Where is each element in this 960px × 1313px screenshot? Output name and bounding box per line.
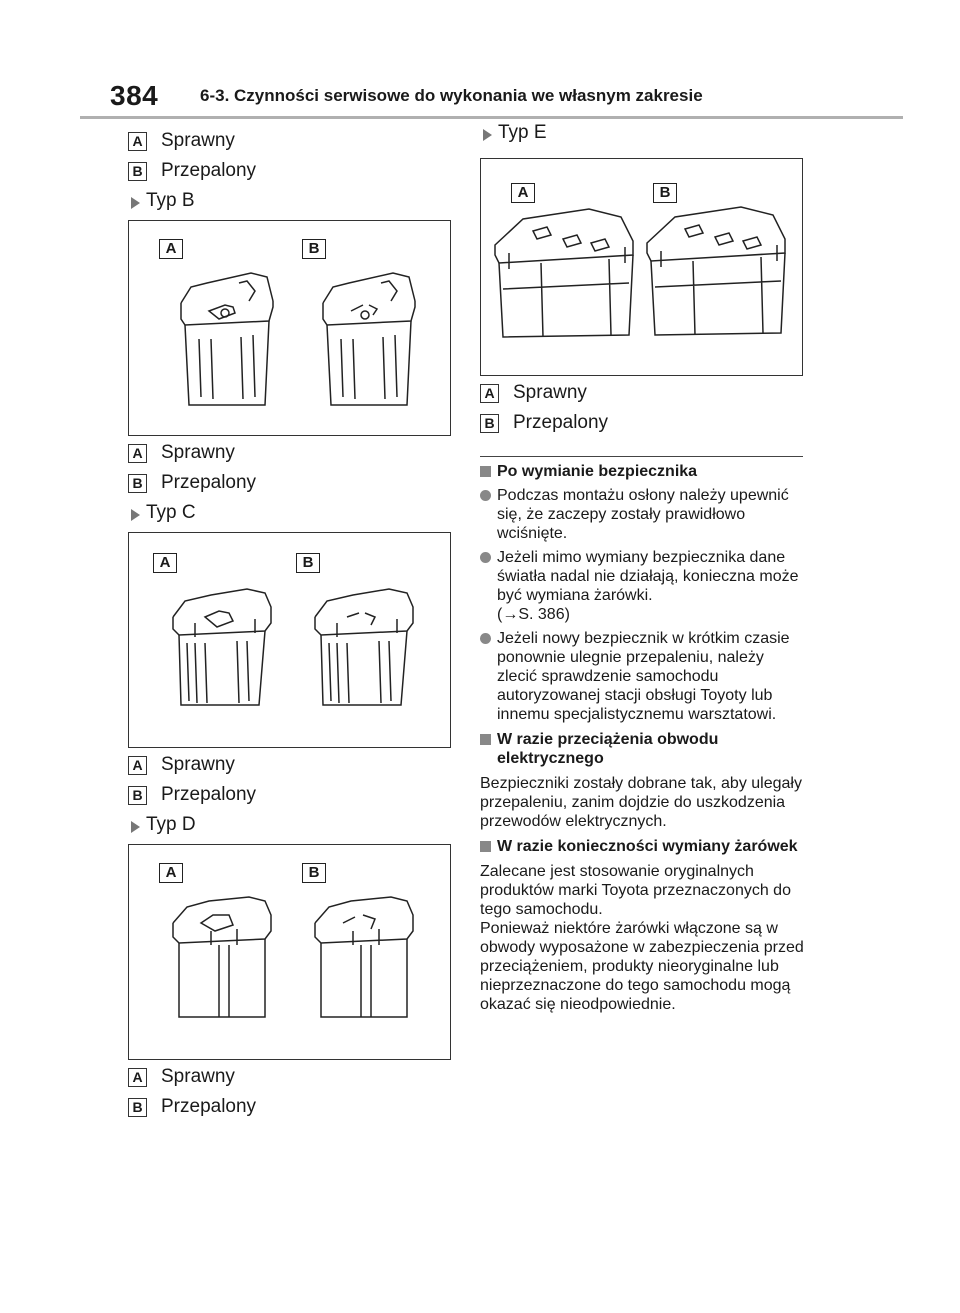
badge-b: B	[128, 162, 147, 181]
triangle-icon	[131, 821, 140, 833]
circle-bullet-icon	[480, 633, 491, 644]
page-number: 384	[110, 80, 159, 111]
bulb-text-1: Zalecane jest stosowanie oryginalnych produktów marki Toyota przeznaczonych do tego samochodu.	[480, 863, 791, 918]
fuse-type-d-illustration	[129, 845, 450, 1059]
legend-good-text: Sprawny	[161, 130, 235, 151]
legend-blown-text: Przepalony	[161, 1096, 257, 1117]
fuse-type-e-illustration	[481, 159, 802, 375]
section-overload-title: W razie przeciążenia obwodu elektrycznego	[480, 730, 805, 768]
square-bullet-icon	[480, 734, 491, 745]
figure-type-b	[128, 220, 451, 436]
badge-a: A	[128, 444, 147, 463]
triangle-icon	[131, 197, 140, 209]
legend-good-text: Sprawny	[161, 1066, 235, 1087]
badge-a: A	[128, 756, 147, 775]
figure-badge-a: A	[159, 863, 183, 883]
figure-badge-b: B	[653, 183, 677, 203]
badge-a: A	[128, 1068, 147, 1087]
type-e-label: Typ E	[498, 122, 547, 143]
figure-type-c	[128, 532, 451, 748]
legend-blown	[128, 158, 451, 188]
page-header	[110, 80, 910, 116]
figure-badge-b: B	[302, 863, 326, 883]
circle-bullet-icon	[480, 490, 491, 501]
square-bullet-icon	[480, 466, 491, 477]
bullet-item: Jeżeli mimo wymiany bezpiecznika dane światła nadal nie działają, konieczna może być wymiana żarówki. (→S. 386)	[480, 548, 805, 624]
type-c-label: Typ C	[146, 502, 196, 523]
legend-good-text: Sprawny	[161, 754, 235, 775]
legend-good-text: Sprawny	[161, 442, 235, 463]
badge-a: A	[480, 384, 499, 403]
figure-badge-a: A	[153, 553, 177, 573]
section-after-replacement-title: Po wymianie bezpiecznika	[480, 462, 805, 481]
bulb-text-2: Ponieważ niektóre żarówki włączone są w obwody wyposażone w zabezpieczenia przed przeciążeniem, produkty nieoryginalne lub nieprzeznaczone do tego samochodu mogą okazać się nieodpowiednie.	[480, 920, 804, 1013]
badge-b: B	[128, 786, 147, 805]
badge-b: B	[480, 414, 499, 433]
section-divider	[480, 456, 803, 457]
chapter-title: 6-3. Czynności serwisowe do wykonania we własnym zakresie	[200, 86, 703, 105]
legend-good	[128, 1064, 451, 1094]
circle-bullet-icon	[480, 552, 491, 563]
legend-good	[128, 440, 451, 470]
bullet-item: Jeżeli nowy bezpiecznik w krótkim czasie ponownie ulegnie przepaleniu, należy zlecić sprawdzenie samochodu autoryzowanej stacji obsługi Toyoty lub innemu specjalistycznemu warsztatowi.	[480, 629, 805, 724]
figure-badge-a: A	[159, 239, 183, 259]
right-column-text	[480, 462, 805, 1014]
bullet-item: Podczas montażu osłony należy upewnić się, że zaczepy zostały prawidłowo wciśnięte.	[480, 486, 805, 543]
badge-a: A	[128, 132, 147, 151]
left-column	[128, 128, 451, 1124]
legend-blown	[128, 782, 451, 812]
legend-blown	[128, 470, 451, 500]
type-b-label: Typ B	[146, 190, 195, 211]
legend-good	[480, 380, 803, 410]
fuse-type-b-illustration	[129, 221, 450, 435]
right-column-top	[480, 120, 803, 440]
legend-blown-text: Przepalony	[161, 160, 257, 181]
figure-type-d	[128, 844, 451, 1060]
figure-badge-b: B	[302, 239, 326, 259]
type-d-label: Typ D	[146, 814, 196, 835]
figure-badge-b: B	[296, 553, 320, 573]
type-b-heading	[128, 188, 451, 218]
triangle-icon	[131, 509, 140, 521]
badge-b: B	[128, 1098, 147, 1117]
overload-text: Bezpieczniki zostały dobrane tak, aby ulegały przepaleniu, zanim dojdzie do uszkodzenia przewodów elektrycznych.	[480, 775, 802, 830]
legend-blown	[480, 410, 803, 440]
page-reference: (→S. 386)	[497, 606, 570, 623]
legend-blown-text: Przepalony	[161, 472, 257, 493]
legend-good-text: Sprawny	[513, 382, 587, 403]
legend-blown-text: Przepalony	[161, 784, 257, 805]
legend-good	[128, 752, 451, 782]
legend-good	[128, 128, 451, 158]
type-d-heading	[128, 812, 451, 842]
legend-blown-text: Przepalony	[513, 412, 609, 433]
header-rule	[80, 116, 903, 119]
section-bulb-title: W razie konieczności wymiany żarówek	[480, 837, 805, 856]
figure-badge-a: A	[511, 183, 535, 203]
badge-b: B	[128, 474, 147, 493]
type-c-heading	[128, 500, 451, 530]
figure-type-e	[480, 158, 803, 376]
square-bullet-icon	[480, 841, 491, 852]
triangle-icon	[483, 129, 492, 141]
fuse-type-c-illustration	[129, 533, 450, 747]
legend-blown	[128, 1094, 451, 1124]
type-e-heading	[480, 120, 803, 150]
